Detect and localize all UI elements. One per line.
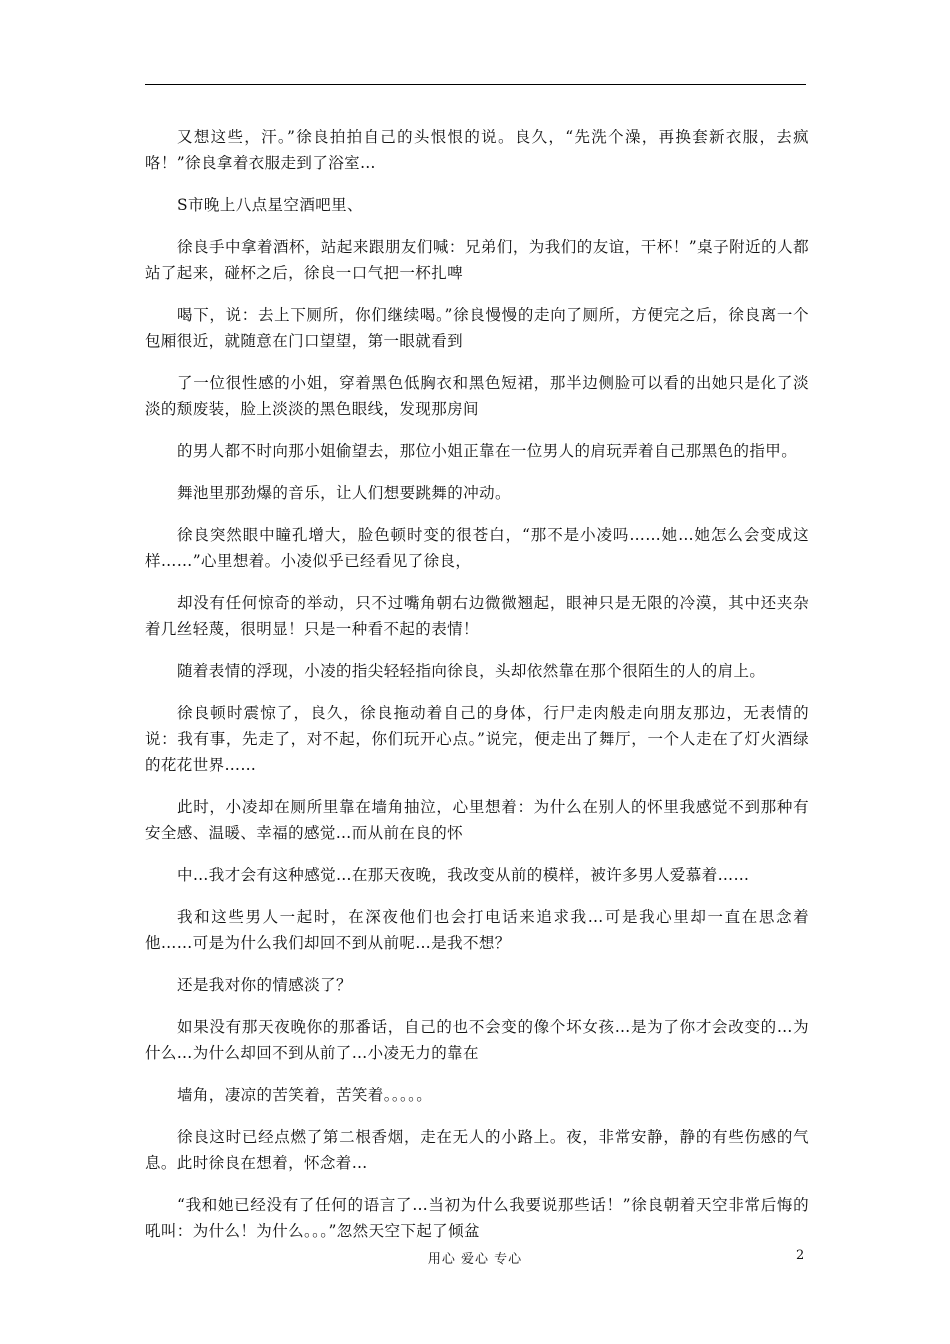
footer-text: 用心 爱心 专心 [427,1252,523,1267]
paragraph: S市晚上八点星空酒吧里、 [177,196,363,214]
paragraph: 又想这些，汗。”徐良拍拍自己的头恨恨的说。良久，“先洗个澡，再换套新衣服，去疯咯！”徐良拿着衣服走到了浴室… [145,128,809,172]
paragraph: 舞池里那劲爆的音乐，让人们想要跳舞的冲动。 [177,484,511,502]
paragraph: 中…我才会有这种感觉…在那天夜晚，我改变从前的模样，被许多男人爱慕着…… [177,866,750,884]
paragraph: 墙角，凄凉的苦笑着，苦笑着。。。。。 [177,1086,433,1104]
paragraph: 喝下，说：去上下厕所，你们继续喝。”徐良慢慢的走向了厕所，方便完之后，徐良离一个包厢很近，就随意在门口望望，第一眼就看到 [145,306,809,350]
paragraph: 我和这些男人一起时，在深夜他们也会打电话来追求我…可是我心里却一直在思念着他……可是为什么我们却回不到从前呢…是我不想？ [145,908,809,952]
header-rule [145,84,806,85]
paragraph: 徐良顿时震惊了，良久，徐良拖动着自己的身体，行尸走肉般走向朋友那边，无表情的说：我有事，先走了，对不起，你们玩开心点。”说完，便走出了舞厅，一个人走在了灯火酒绿的花花世界…… [145,704,809,774]
document-body [145,124,809,1260]
paragraph: 还是我对你的情感淡了？ [177,976,352,994]
paragraph: 随着表情的浮现，小凌的指尖轻轻指向徐良，头却依然靠在那个很陌生的人的肩上。 [177,662,766,680]
page-number: 2 [796,1248,805,1263]
paragraph: 的男人都不时向那小姐偷望去，那位小姐正靠在一位男人的肩玩弄着自己那黑色的指甲。 [177,442,798,460]
paragraph: 却没有任何惊奇的举动，只不过嘴角朝右边微微翘起，眼神只是无限的冷漠，其中还夹杂着几丝轻蔑，很明显！只是一种看不起的表情！ [145,594,809,638]
paragraph: 徐良这时已经点燃了第二根香烟，走在无人的小路上。夜，非常安静，静的有些伤感的气息。此时徐良在想着，怀念着… [145,1128,809,1172]
paragraph: 徐良手中拿着酒杯，站起来跟朋友们喊：兄弟们，为我们的友谊，干杯！”桌子附近的人都站了起来，碰杯之后，徐良一口气把一杯扎啤 [145,238,809,282]
paragraph: “我和她已经没有了任何的语言了…当初为什么我要说那些话！”徐良朝着天空非常后悔的吼叫：为什么！为什么。。。”忽然天空下起了倾盆 [145,1196,809,1240]
paragraph: 如果没有那天夜晚你的那番话，自己的也不会变的像个坏女孩…是为了你才会改变的…为什么…为什么却回不到从前了…小凌无力的靠在 [145,1018,809,1062]
paragraph: 此时，小凌却在厕所里靠在墙角抽泣，心里想着：为什么在别人的怀里我感觉不到那种有安全感、温暖、幸福的感觉…而从前在良的怀 [145,798,809,842]
paragraph: 了一位很性感的小姐，穿着黑色低胸衣和黑色短裙，那半边侧脸可以看的出她只是化了淡淡的颓废装，脸上淡淡的黑色眼线，发现那房间 [145,374,809,418]
paragraph: 徐良突然眼中瞳孔增大，脸色顿时变的很苍白，“那不是小凌吗……她…她怎么会变成这样……”心里想着。小凌似乎已经看见了徐良， [145,526,809,570]
